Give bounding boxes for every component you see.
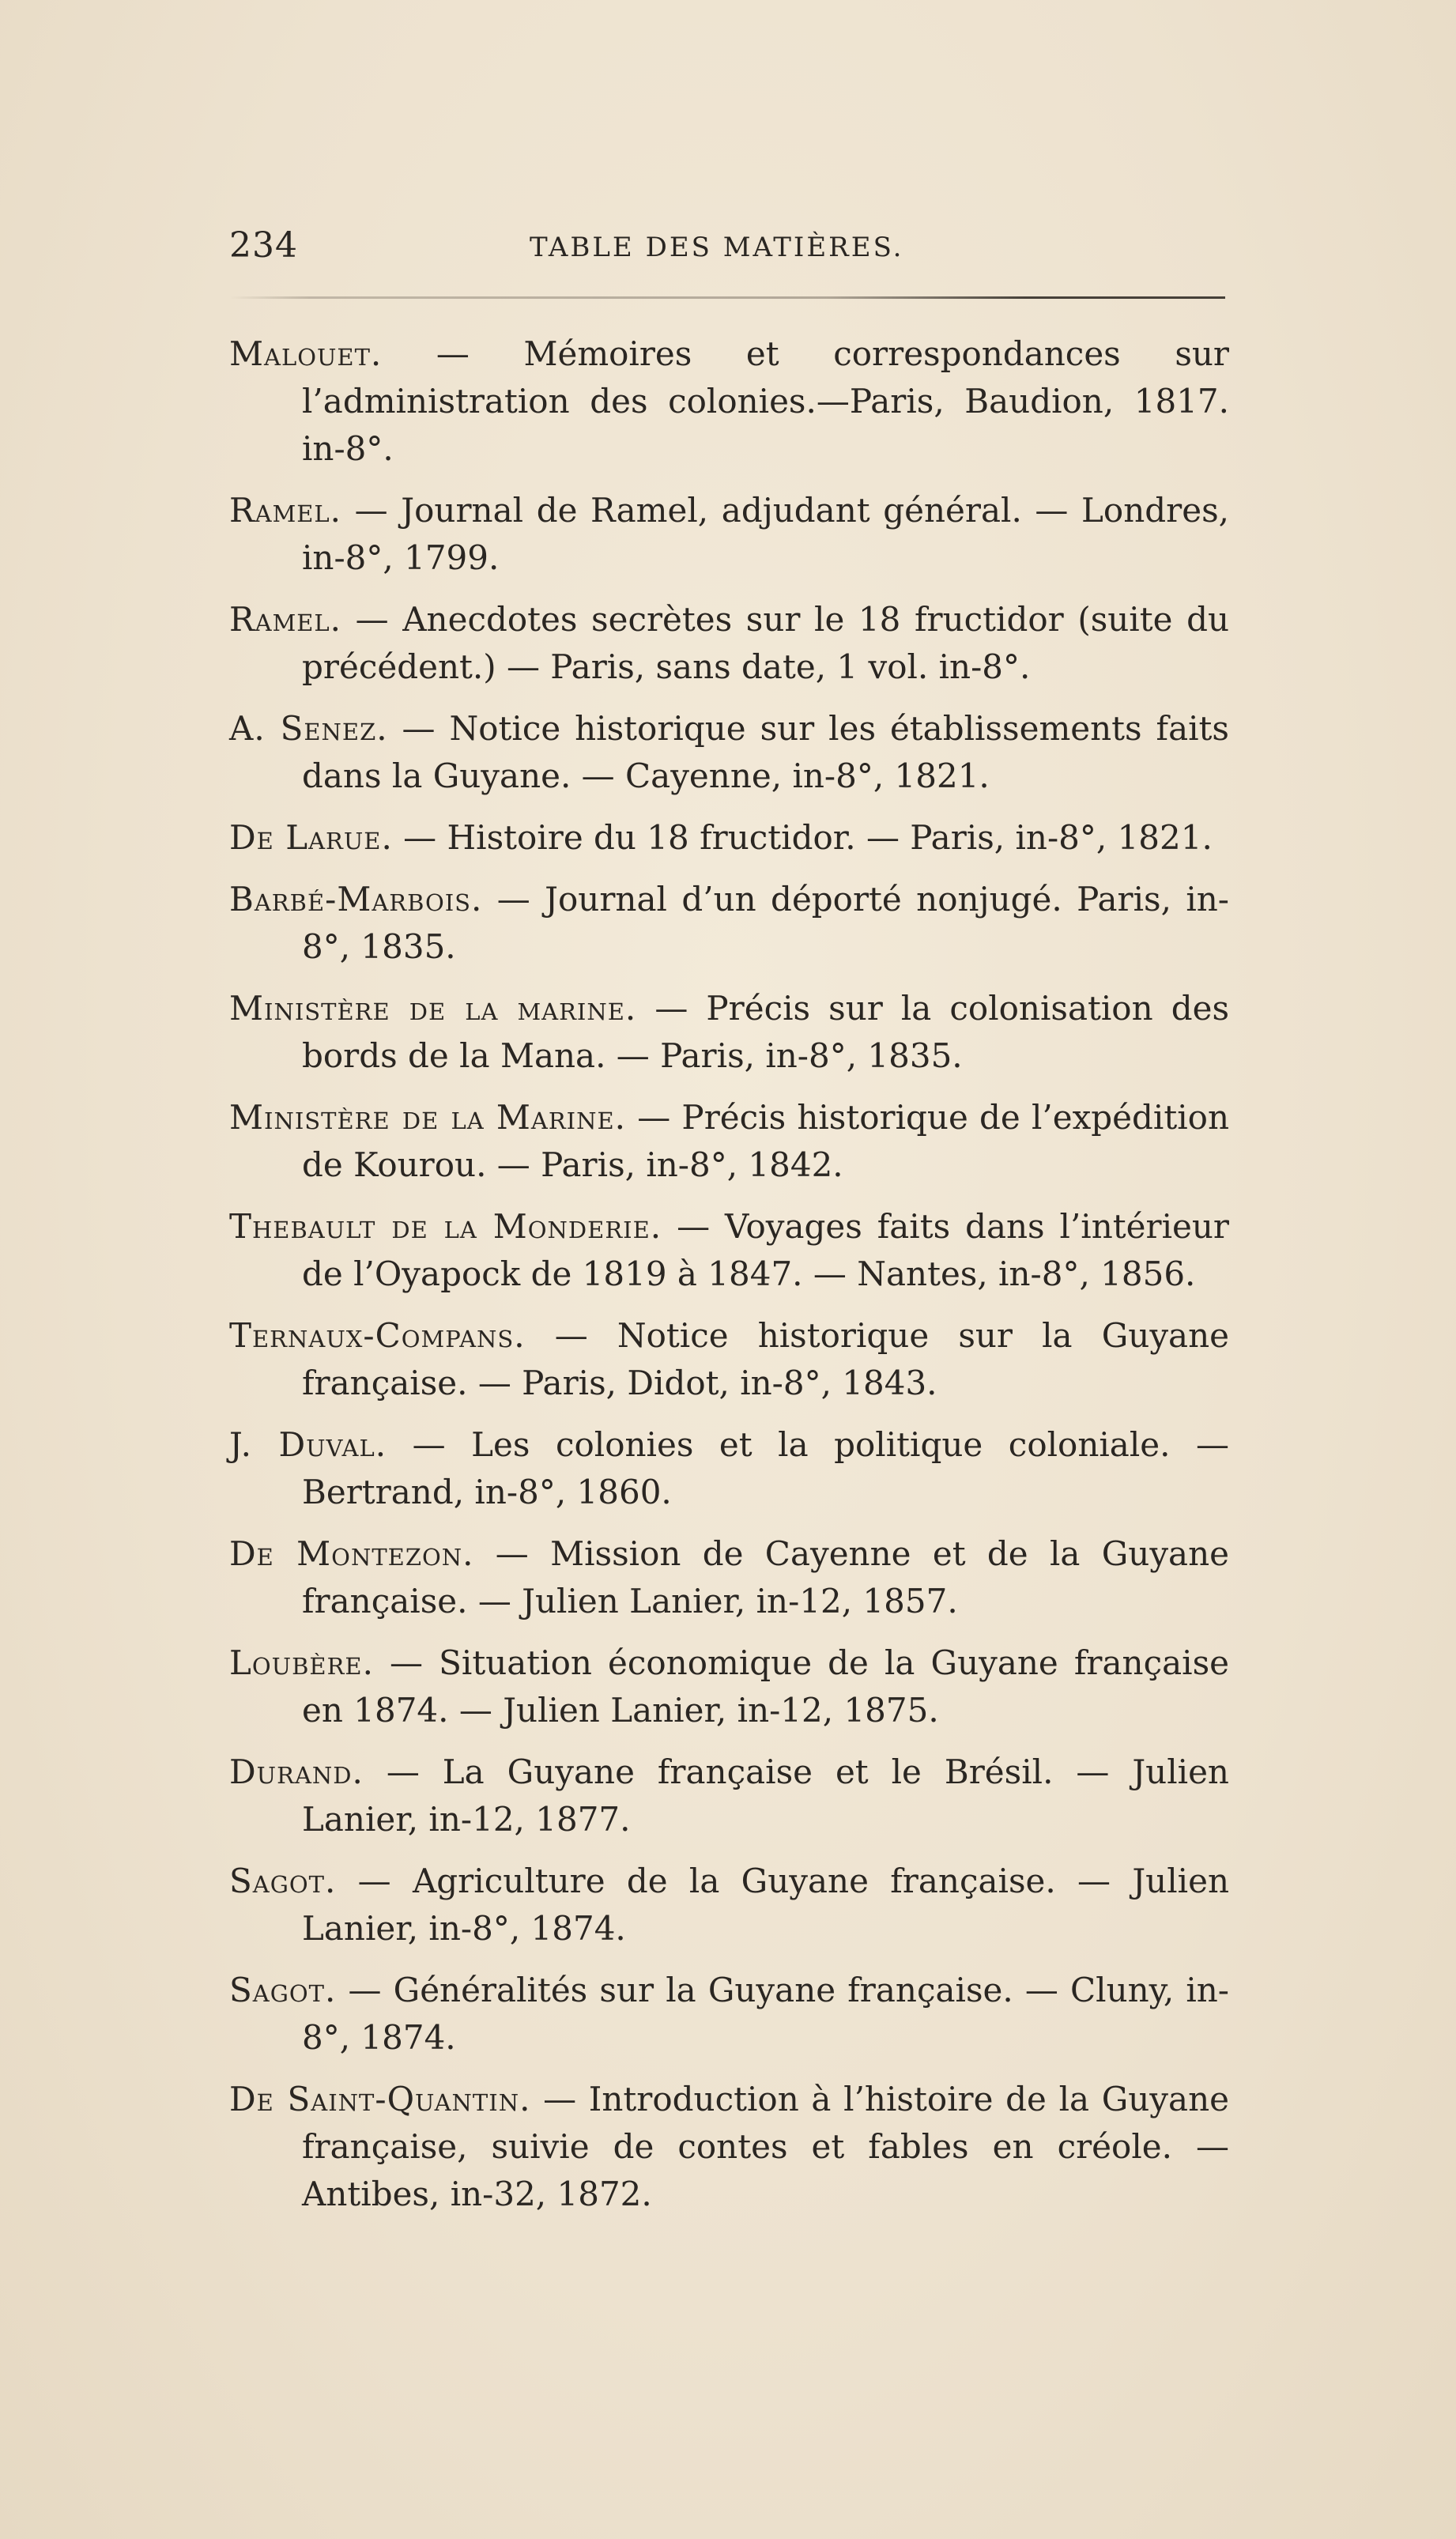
entry-author: Sagot. — [229, 1862, 337, 1900]
entry-author: De Saint-Quantin. — [229, 2080, 531, 2118]
entry-text: — Histoire du 18 fructidor. — Paris, in-8°, 1821. — [392, 818, 1213, 857]
entry-author: Ministère de la marine. — [229, 989, 637, 1028]
entry-text: — Notice historique sur la Guyane française. — Paris, Didot, in-8°, 1843. — [302, 1316, 1229, 1402]
bibliography-entry — [229, 814, 1229, 862]
page-number: 234 — [229, 225, 298, 266]
entry-author: Ministère de la Marine. — [229, 1098, 627, 1137]
bibliography-entry — [229, 705, 1229, 800]
entry-author: J. Duval. — [229, 1425, 387, 1464]
page-header — [229, 225, 1225, 273]
entry-author: Ternaux-Compans. — [229, 1316, 526, 1355]
entry-author: A. Senez. — [229, 709, 388, 748]
entry-text: — Généralités sur la Guyane française. — Cluny, in-8°, 1874. — [302, 1971, 1229, 2057]
bibliography-entry — [229, 2076, 1229, 2218]
bibliography-entry — [229, 985, 1229, 1080]
bibliography-entry — [229, 876, 1229, 971]
entry-text: — La Guyane française et le Brésil. — Julien Lanier, in-12, 1877. — [302, 1752, 1229, 1839]
entry-text: — Voyages faits dans l’intérieur de l’Oyapock de 1819 à 1847. — Nantes, in-8°, 1856. — [302, 1207, 1230, 1293]
entry-author: Thebault de la Monderie. — [229, 1207, 662, 1246]
entry-text: — Introduction à l’histoire de la Guyane française, suivie de contes et fables en créole. — Antibes, in-32, 1872. — [302, 2080, 1229, 2213]
bibliography-entry — [229, 487, 1229, 582]
entry-text: — Précis historique de l’expédition de Kourou. — Paris, in-8°, 1842. — [302, 1098, 1229, 1184]
bibliography-entry — [229, 596, 1229, 691]
bibliography-entry — [229, 1421, 1229, 1516]
entry-text: — Situation économique de la Guyane française en 1874. — Julien Lanier, in-12, 1875. — [302, 1643, 1229, 1730]
bibliography-entry — [229, 1094, 1229, 1189]
running-title: TABLE DES MATIÈRES. — [530, 232, 904, 263]
entry-text: — Mission de Cayenne et de la Guyane française. — Julien Lanier, in-12, 1857. — [302, 1534, 1230, 1620]
entry-text: — Mémoires et correspondances sur l’administration des colonies.—Paris, Baudion, 1817. in-8°. — [302, 334, 1229, 468]
entry-author: Sagot. — [229, 1971, 337, 2009]
entry-text: — Notice historique sur les établissements faits dans la Guyane. — Cayenne, in-8°, 1821. — [302, 709, 1229, 795]
entry-author: De Montezon. — [229, 1534, 474, 1573]
entry-author: Loubère. — [229, 1643, 374, 1682]
bibliography-entry — [229, 1203, 1229, 1298]
entry-text: — Les colonies et la politique coloniale. — Bertrand, in-8°, 1860. — [302, 1425, 1229, 1511]
bibliography-entry — [229, 1967, 1229, 2062]
entry-text: — Précis sur la colonisation des bords de la Mana. — Paris, in-8°, 1835. — [302, 989, 1229, 1075]
bibliography-entry — [229, 1530, 1229, 1625]
bibliography-entry — [229, 1312, 1229, 1407]
entry-text: — Anecdotes secrètes sur le 18 fructidor (suite du précédent.) — Paris, sans date, 1 vol. in-8°. — [302, 600, 1229, 686]
bibliography-entry — [229, 1749, 1229, 1843]
bibliography-entry — [229, 1858, 1229, 1952]
entry-author: Ramel. — [229, 491, 342, 530]
bibliography-entry — [229, 1639, 1229, 1734]
entry-author: Ramel. — [229, 600, 342, 639]
entry-text: — Journal de Ramel, adjudant général. — Londres, in-8°, 1799. — [302, 491, 1229, 577]
entry-author: Durand. — [229, 1752, 364, 1791]
bibliography-entry — [229, 330, 1229, 473]
bibliography-list — [229, 330, 1229, 2232]
entry-author: De Larue. — [229, 818, 393, 857]
entry-text: — Agriculture de la Guyane française. — Julien Lanier, in-8°, 1874. — [302, 1862, 1229, 1948]
entry-author: Barbé-Marbois. — [229, 880, 483, 919]
header-rule — [229, 296, 1225, 299]
entry-author: Malouet. — [229, 334, 383, 373]
entry-text: — Journal d’un déporté nonjugé. Paris, in-8°, 1835. — [302, 880, 1229, 966]
